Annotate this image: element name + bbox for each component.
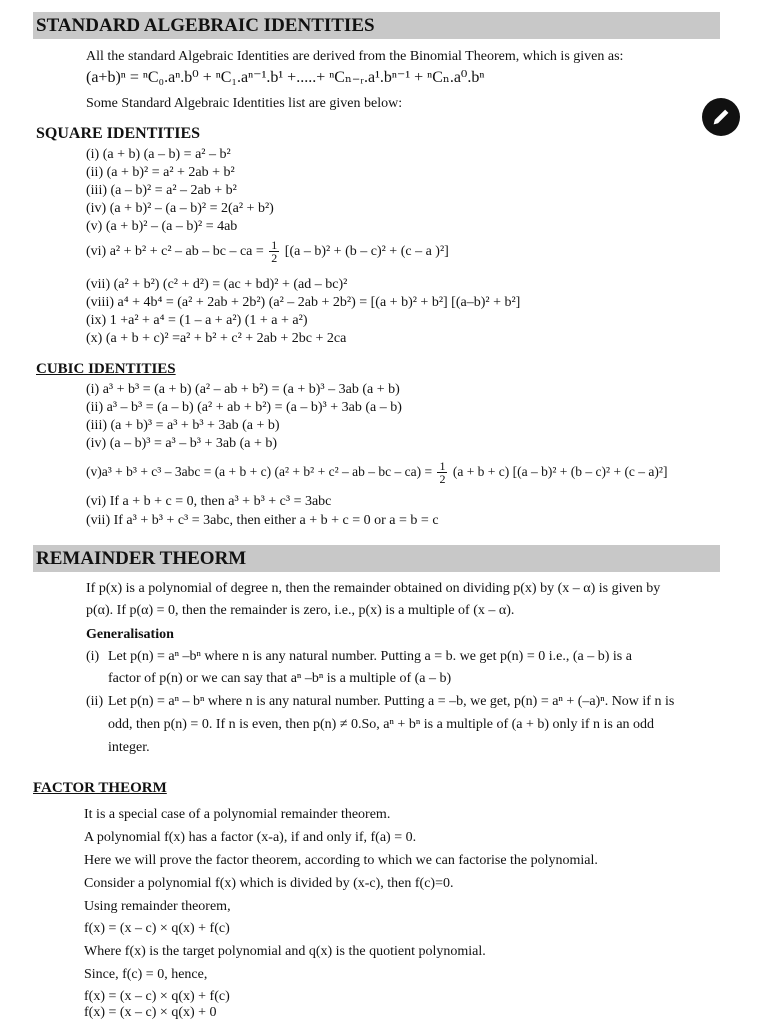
generalisation-1-line-1: Let p(n) = aⁿ –bⁿ where n is any natural number. Putting a = b. we get p(n) = 0 i.e., (a – b) is a xyxy=(108,649,632,664)
remainder-para-line-2: p(α). If p(α) = 0, then the remainder is zero, i.e., p(x) is a multiple of (x – α). xyxy=(86,603,515,618)
section-title-remainder-theorem: REMAINDER THEORM xyxy=(33,545,720,572)
remainder-para-line-1: If p(x) is a polynomial of degree n, then the remainder obtained on dividing p(x) by (x – α) is given by xyxy=(86,581,661,596)
factor-line-6: f(x) = (x – c) × q(x) + f(c) xyxy=(84,921,230,936)
binomial-theorem-formula: (a+b)ⁿ = ⁿC₀.aⁿ.b⁰ + ⁿC₁.aⁿ⁻¹.b¹ +.....+ ⁿCₙ₋ᵣ.a¹.bⁿ⁻¹ + ⁿCₙ.a⁰.bⁿ xyxy=(86,69,485,86)
factor-line-10: f(x) = (x – c) × q(x) + 0 xyxy=(84,1005,217,1020)
cubic-identity-6: (vi) If a + b + c = 0, then a³ + b³ + c³ = 3abc xyxy=(86,494,332,509)
generalisation-2-line-1: Let p(n) = aⁿ – bⁿ where n is any natural number. Putting a = –b, we get, p(n) = aⁿ + (–a)ⁿ. Now if n is xyxy=(108,694,675,709)
factor-line-5: Using remainder theorem, xyxy=(84,899,231,914)
generalisation-heading: Generalisation xyxy=(86,627,174,642)
factor-line-9: f(x) = (x – c) × q(x) + f(c) xyxy=(84,989,230,1004)
intro-text: All the standard Algebraic Identities are derived from the Binomial Theorem, which is given as: xyxy=(86,49,624,64)
square-identity-6-rhs: [(a – b)² + (b – c)² + (c – a )²] xyxy=(284,244,449,259)
pencil-glyph xyxy=(710,106,732,128)
section-title-algebraic-identities: STANDARD ALGEBRAIC IDENTITIES xyxy=(33,12,720,39)
cubic-identity-2: (ii) a³ – b³ = (a – b) (a² + ab + b²) = (a – b)³ + 3ab (a – b) xyxy=(86,400,402,415)
square-identity-8: (viii) a⁴ + 4b⁴ = (a² + 2ab + 2b²) (a² – 2ab + 2b²) = [(a + b)² + b²] [(a–b)² + b²] xyxy=(86,295,521,310)
fraction-numerator: 1 xyxy=(439,459,446,474)
factor-line-3: Here we will prove the factor theorem, according to which we can factorise the polynomial. xyxy=(84,853,598,868)
square-identity-3: (iii) (a – b)² = a² – 2ab + b² xyxy=(86,183,237,198)
factor-line-4: Consider a polynomial f(x) which is divided by (x-c), then f(c)=0. xyxy=(84,876,454,891)
cubic-identity-1: (i) a³ + b³ = (a + b) (a² – ab + b²) = (a + b)³ – 3ab (a + b) xyxy=(86,382,400,397)
cubic-identity-5-rhs: (a + b + c) [(a – b)² + (b – c)² + (c – a)²] xyxy=(452,464,668,479)
square-identities-heading: SQUARE IDENTITIES xyxy=(36,125,201,142)
fraction-numerator: 1 xyxy=(271,238,278,253)
cubic-identity-4: (iv) (a – b)³ = a³ – b³ + 3ab (a + b) xyxy=(86,436,277,451)
square-identity-7: (vii) (a² + b²) (c² + d²) = (ac + bd)² + (ad – bc)² xyxy=(86,277,348,292)
cubic-identity-3: (iii) (a + b)³ = a³ + b³ + 3ab (a + b) xyxy=(86,418,280,433)
square-identity-6-lhs: (vi) a² + b² + c² – ab – bc – ca = xyxy=(86,244,264,259)
fraction-half xyxy=(437,460,447,485)
generalisation-2-number: (ii) xyxy=(86,694,104,709)
square-identity-9: (ix) 1 +a² + a⁴ = (1 – a + a²) (1 + a + a²) xyxy=(86,313,308,328)
factor-line-7: Where f(x) is the target polynomial and q(x) is the quotient polynomial. xyxy=(84,944,486,959)
factor-line-1: It is a special case of a polynomial remainder theorem. xyxy=(84,807,391,822)
fraction-half xyxy=(269,239,279,264)
square-identity-4: (iv) (a + b)² – (a – b)² = 2(a² + b²) xyxy=(86,201,274,216)
square-identity-10: (x) (a + b + c)² =a² + b² + c² + 2ab + 2bc + 2ca xyxy=(86,331,347,346)
fraction-denominator: 2 xyxy=(271,251,278,266)
cubic-identity-5 xyxy=(86,456,667,488)
square-identity-2: (ii) (a + b)² = a² + 2ab + b² xyxy=(86,165,235,180)
cubic-identity-7: (vii) If a³ + b³ + c³ = 3abc, then either a + b + c = 0 or a = b = c xyxy=(86,513,439,528)
cubic-identities-heading: CUBIC IDENTITIES xyxy=(36,361,176,377)
fraction-denominator: 2 xyxy=(439,472,446,487)
generalisation-2-line-2: odd, then p(n) = 0. If n is even, then p(n) ≠ 0.So, aⁿ + bⁿ is a multiple of (a + b) only if n is an odd xyxy=(108,717,655,732)
factor-line-2: A polynomial f(x) has a factor (x-a), if and only if, f(a) = 0. xyxy=(84,830,417,845)
generalisation-2-line-3: integer. xyxy=(108,740,150,755)
square-identity-5: (v) (a + b)² – (a – b)² = 4ab xyxy=(86,219,238,234)
generalisation-1-line-2: factor of p(n) or we can say that aⁿ –bⁿ is a multiple of (a – b) xyxy=(108,671,452,686)
factor-theorem-heading: FACTOR THEORM xyxy=(33,780,167,796)
generalisation-1-number: (i) xyxy=(86,649,100,664)
square-identity-1: (i) (a + b) (a – b) = a² – b² xyxy=(86,147,231,162)
pencil-icon[interactable] xyxy=(702,98,740,136)
factor-line-8: Since, f(c) = 0, hence, xyxy=(84,967,208,982)
square-identity-6 xyxy=(86,236,449,268)
cubic-identity-5-lhs: (v)a³ + b³ + c³ – 3abc = (a + b + c) (a² + b² + c² – ab – bc – ca) = xyxy=(86,464,433,479)
intro-text-2: Some Standard Algebraic Identities list are given below: xyxy=(86,96,403,111)
